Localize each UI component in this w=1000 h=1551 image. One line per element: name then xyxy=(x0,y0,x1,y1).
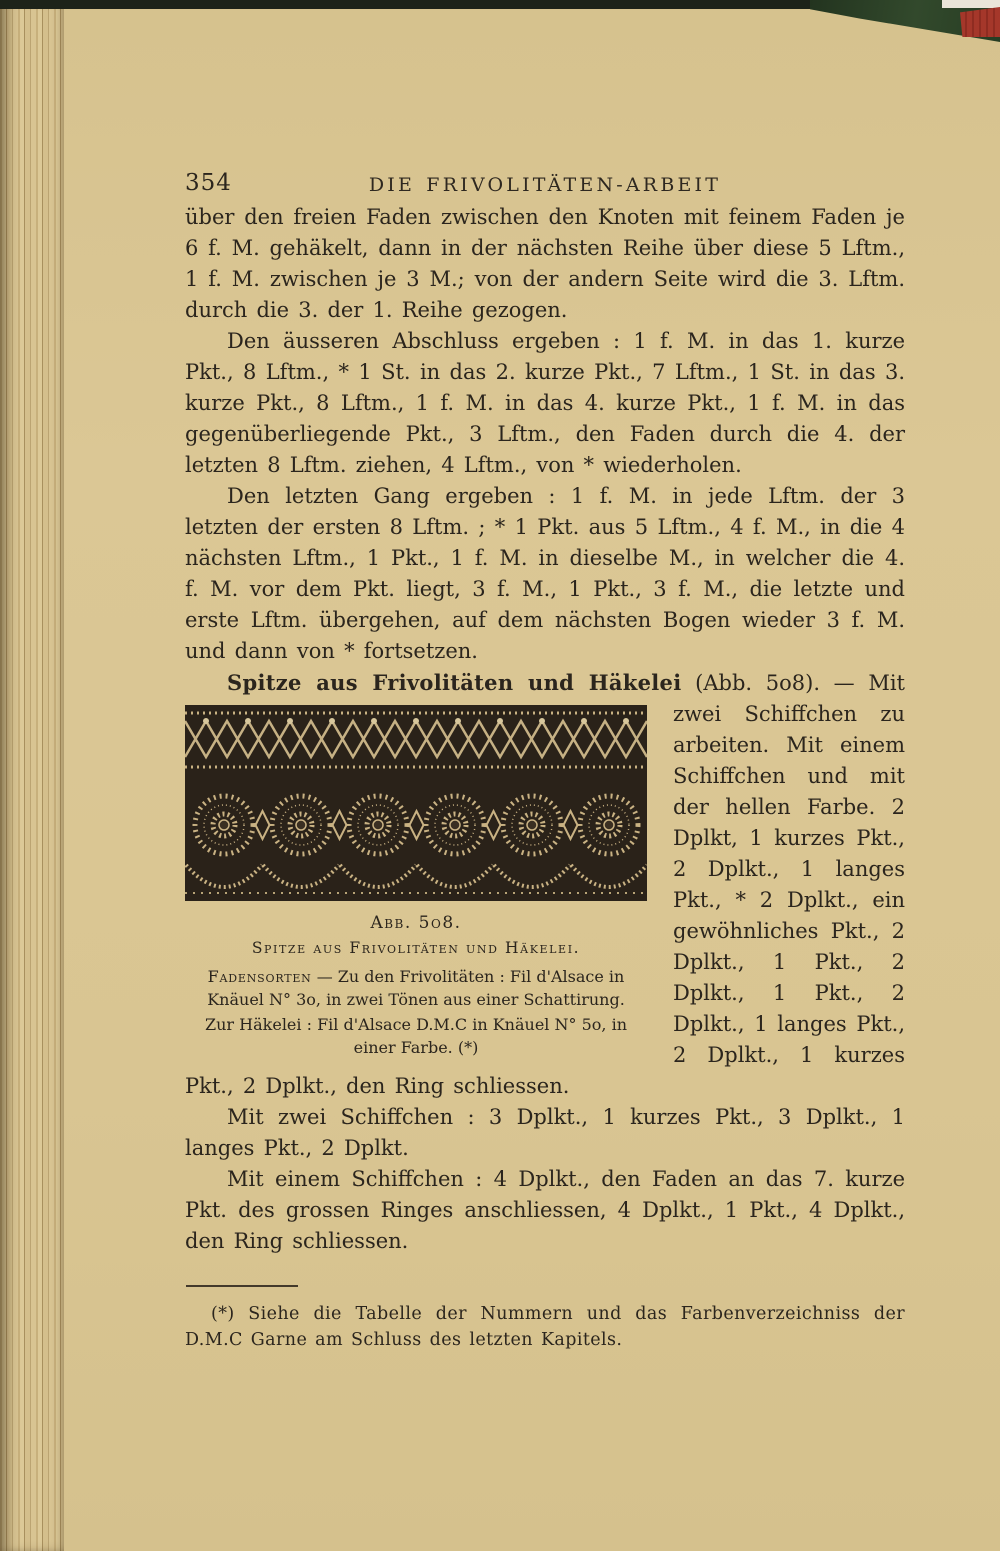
paragraph-4-lead xyxy=(185,667,905,699)
paragraph-2: Den äusseren Abschluss ergeben : 1 f. M. in das 1. kurze Pkt., 8 Lftm., * 1 St. in das 2. kurze Pkt., 7 Lftm., 1 St. in das 3. kurze Pkt., 8 Lftm., 1 f. M. in das 4. kurze Pkt., 1 f. M. in das gegenüberliegende Pkt., 3 Lftm., den Faden durch die 4. der letzten 8 Lftm. ziehen, 4 Lftm., von * wiederholen. xyxy=(185,329,905,477)
figure-materials-2: Zur Häkelei : Fil d'Alsace D.M.C in Knäuel N° 5o, in einer Farbe. (*) xyxy=(205,1015,627,1057)
running-title: DIE FRIVOLITÄTEN-ARBEIT xyxy=(368,174,722,196)
paragraph-6: Mit einem Schiffchen : 4 Dplkt., den Faden an das 7. kurze Pkt. des grossen Ringes anschliessen, 4 Dplkt., 1 Pkt., 4 Dplkt., den Ring schliessen. xyxy=(185,1167,905,1253)
paragraph-3: Den letzten Gang ergeben : 1 f. M. in jede Lftm. der 3 letzten der ersten 8 Lftm. ; * 1 Pkt. aus 5 Lftm., 4 f. M., in die 4 nächsten Lftm., 1 Pkt., 1 f. M. in dieselbe M., in welcher die 4. f. M. vor dem Pkt. liegt, 3 f. M., 1 Pkt., 3 f. M., die letzte und erste Lftm. übergehen, auf dem nächsten Bogen wieder 3 f. M. und dann von * fortsetzen. xyxy=(185,484,905,663)
section-heading: Spitze aus Frivolitäten und Häkelei xyxy=(227,670,682,695)
figure-caption xyxy=(185,913,647,1059)
figure-label: Abb. 5o8. xyxy=(370,913,462,933)
lace-sample-image xyxy=(185,705,647,901)
figure-block xyxy=(185,705,647,1059)
page-content xyxy=(185,0,905,1353)
footnote-rule xyxy=(186,1285,298,1287)
paragraph-5: Mit zwei Schiffchen : 3 Dplkt., 1 kurzes Pkt., 3 Dplkt., 1 langes Pkt., 2 Dplkt. xyxy=(185,1105,905,1160)
figure-title: Spitze aus Frivolitäten und Häkelei. xyxy=(251,939,581,957)
paragraph-4-lead-rest: (Abb. 5o8). — Mit xyxy=(681,671,905,695)
footnote-text: (*) Siehe die Tabelle der Nummern und das Farbenverzeichniss der D.M.C Garne am Schluss des letzten Kapitels. xyxy=(185,1304,905,1350)
footnote-block xyxy=(185,1285,905,1353)
page-header xyxy=(185,170,905,202)
materials-label: Fadensorten xyxy=(207,967,312,986)
figure-materials xyxy=(185,965,647,1011)
paragraph-1: über den freien Faden zwischen den Knoten mit feinem Faden je 6 f. M. gehäkelt, dann in der nächsten Reihe über diese 5 Lftm., 1 f. M. zwischen je 3 M.; von der andern Seite wird die 3. Lftm. durch die 3. der 1. Reihe gezogen. xyxy=(185,205,905,322)
lace-pattern-drawing xyxy=(185,705,647,901)
materials-text: — Zu den Frivolitäten : Fil d'Alsace in Knäuel N° 3o, in zwei Tönen aus einer Schattirung. xyxy=(207,967,625,1009)
top-right-paper-sliver xyxy=(942,0,1000,8)
page-number: 354 xyxy=(185,170,232,196)
figure-and-text-section xyxy=(185,699,905,1102)
book-binding-edge xyxy=(0,0,64,1551)
paragraph-4-wrapped: zwei Schiffchen zu arbeiten. Mit einem Schiffchen und mit der hellen Farbe. 2 Dplkt, 1 kurzes Pkt., 2 Dplkt., 1 langes Pkt., * 2 Dplkt., ein gewöhnliches Pkt., 2 Dplkt., 1 Pkt., 2 Dplkt., 1 Pkt., 2 Dplkt., 1 langes Pkt., 2 Dplkt., 1 kurzes Pkt., 2 Dplkt., den Ring schliessen. xyxy=(185,702,905,1098)
